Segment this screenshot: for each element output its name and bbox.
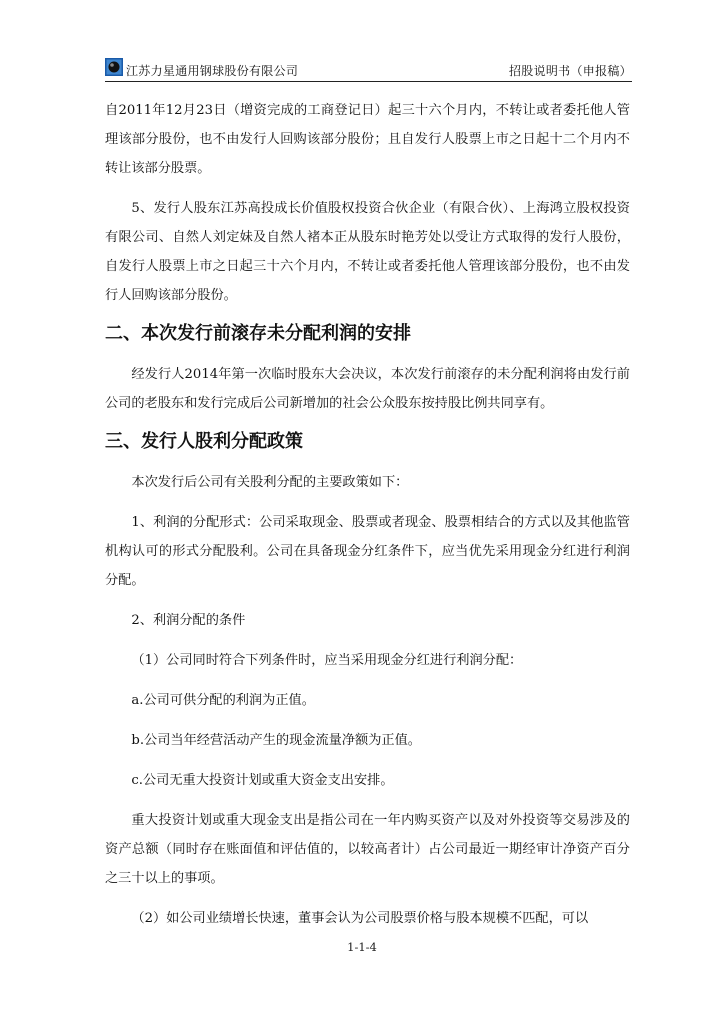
page-header — [105, 56, 632, 82]
paragraph-condition-1: （1）公司同时符合下列条件时，应当采用现金分红进行利润分配： — [131, 653, 523, 668]
company-name: 江苏力星通用钢球股份有限公司 — [126, 64, 299, 78]
list-item-a: a.公司可供分配的利润为正值。 — [131, 693, 315, 708]
paragraph-policy-intro: 本次发行后公司有关股利分配的主要政策如下： — [131, 475, 409, 490]
document-body — [105, 96, 630, 944]
list-item-b: b.公司当年经营活动产生的现金流量净额为正值。 — [131, 733, 421, 748]
paragraph-distribution-conditions: 2、利润分配的条件 — [131, 613, 246, 628]
page-number: 1-1-4 — [347, 940, 377, 954]
paragraph-condition-2: （2）如公司业绩增长快速，董事会认为公司股票价格与股本规模不匹配，可以 — [131, 911, 589, 926]
paragraph-major-investment-definition: 重大投资计划或重大现金支出是指公司在一年内购买资产以及对外投资等交易涉及的资产总额（同时存在账面值和评估值的，以较高者计）占公司最近一期经审计净资产百分之三十以上的事项。 — [105, 813, 630, 886]
paragraph-lockup-continued: 自2011年12月23日（增资完成的工商登记日）起三十六个月内，不转让或者委托他人管理该部分股份，也不由发行人回购该部分股份；且自发行人股票上市之日起十二个月内不转让该部分股票。 — [105, 103, 630, 176]
section-heading-retained-profits: 二、本次发行前滚存未分配利润的安排 — [105, 323, 411, 344]
paragraph-distribution-form: 1、利润的分配形式：公司采取现金、股票或者现金、股票相结合的方式以及其他监管机构认可的形式分配股利。公司在具备现金分红条件下，应当优先采用现金分红进行利润分配。 — [105, 515, 630, 588]
document-type: 招股说明书（申报稿） — [508, 64, 632, 78]
header-left — [105, 60, 298, 78]
paragraph-retained-profits: 经发行人2014年第一次临时股东大会决议，本次发行前滚存的未分配利润将由发行前公司的老股东和发行完成后公司新增加的社会公众股东按持股比例共同享有。 — [105, 367, 630, 411]
company-logo-icon — [105, 58, 123, 76]
section-heading-dividend-policy: 三、发行人股利分配政策 — [105, 431, 303, 452]
paragraph-item-5: 5、发行人股东江苏高投成长价值股权投资合伙企业（有限合伙）、上海鸿立股权投资有限公司、自然人刘定妹及自然人褚本正从股东时艳芳处以受让方式取得的发行人股份，自发行人股票上市之日起三十六个月内，不转让或者委托他人管理该部分股份，也不由发行人回购该部分股份。 — [105, 201, 630, 303]
list-item-c: c.公司无重大投资计划或重大资金支出安排。 — [131, 773, 394, 788]
